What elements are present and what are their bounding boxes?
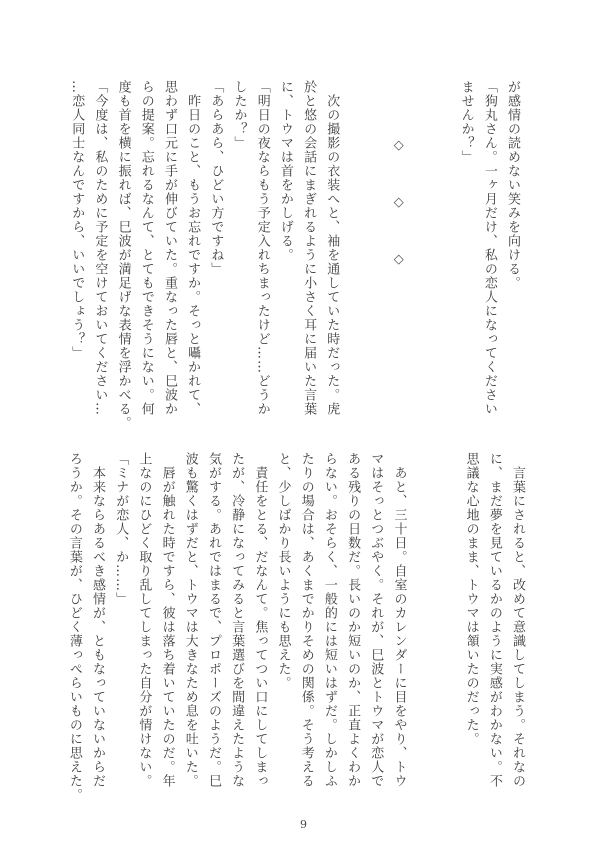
text-column: に、トウマは首をかしげる。 [277,80,293,262]
text-column: 「明日の夜ならもう予定入れちまったけど……どうか [254,80,270,416]
column-gap [410,80,454,420]
top-text-block [65,80,524,430]
column-gap [343,80,387,420]
text-column: たりの場合は、あくまでかりそめの関係。そう考える [298,452,314,788]
text-column: ある残りの日数だ。長いのか短いのか、正直よくわか [345,452,361,788]
text-column: と、少しばかり長いようにも思えた。 [275,452,291,690]
bottom-text-block [63,452,529,802]
page-number: 9 [300,818,307,831]
text-column: 「ミナが恋人、か……」 [113,452,129,606]
text-column: 波も驚くはずだと、トウマは大きなため息を吐いた。 [182,452,198,788]
text-column: 言葉にされると、改めて意識してしまう。それなの [510,452,525,788]
text-column: 度も首を横に振れば、巳波が満足げな表情を浮かべる。 [115,80,131,430]
text-column: 昨日のこと、もうお忘れですか。そっと囁かれて、 [185,80,201,416]
text-column: が感情の読めない笑みを向ける。 [505,80,520,290]
text-column: したか？」 [231,80,247,150]
text-column: ろうか。その言葉が、ひどく薄っぺらいものに思えた。 [66,452,82,802]
text-column: 「狗丸さん。一ヶ月だけ、私の恋人になってください [481,80,497,416]
text-column: あと、三十日。自室のカレンダーに目をやり、トウ [391,452,407,788]
text-column: 思議な心地のまま、トウマは頷いたのだった。 [463,452,479,746]
text-column: 「今度は、私のために予定を空けておいてください… [92,80,108,416]
text-column: マはそっとつぶやく。それが、巳波とトウマが恋人で [368,452,384,788]
text-column: 唇が触れた時ですら、彼は落ち着いていたのだ。年 [159,452,175,788]
text-column: らの提案。忘れるなんて、とてもできそうにない。何 [138,80,154,416]
text-column: 気がする。あれではまるで、プロポーズのようだ。巳 [205,452,221,788]
text-column: 思わず口元に手が伸びていた。重なった唇と、巳波か [161,80,177,416]
text-column: …恋人同士なんですから、いいでしょう？」 [69,80,85,360]
text-column: 責任をとる、だなんて。焦ってつい口にしてしまっ [252,452,268,788]
text-column: 於と悠の会話にまぎれるように小さく耳に届いた言葉 [301,80,317,416]
text-column: 上なのにひどく取り乱してしまった自分が情けない。 [136,452,152,788]
text-column: ませんか？」 [458,80,474,164]
text-column: 次の撮影の衣装へと、袖を通していた時だった。虎 [324,80,340,416]
diamond-icon: ◇ [393,252,404,267]
diamond-icon: ◇ [393,195,404,210]
text-column: 本来ならあるべき感情が、ともなっていないからだ [90,452,105,788]
diamond-icon: ◇ [393,138,404,153]
scene-gap [410,452,459,792]
text-column: に、まだ夢を見ているかのように実感がわかない。不 [486,452,502,788]
scene-separator [387,80,410,420]
text-column: たが、冷静になってみると言葉選びを間違えたような [229,452,245,788]
text-column: 「あらあら、ひどい方ですね」 [208,80,224,276]
text-column: らない。おそらく、一般的には短いはずだ。しかしふ [321,452,337,788]
